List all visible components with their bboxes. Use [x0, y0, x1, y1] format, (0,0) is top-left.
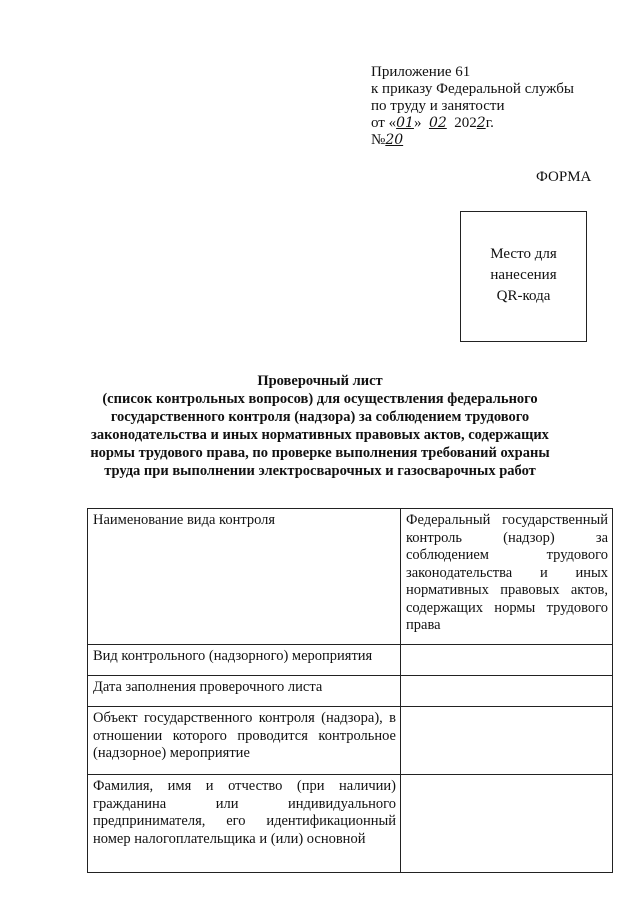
row-value	[401, 676, 613, 707]
date-mid: »	[413, 115, 422, 131]
checklist-info-table	[87, 508, 613, 873]
row-label: Наименование вида контроля	[88, 509, 401, 645]
qr-placeholder-line: Место для	[490, 246, 557, 262]
date-day: 01	[396, 115, 414, 131]
row-value	[401, 775, 613, 873]
row-value	[401, 645, 613, 676]
appendix-order-ref: к приказу Федеральной службы	[371, 81, 575, 97]
appendix-title: Приложение 61	[371, 64, 471, 80]
appendix-header	[371, 64, 574, 149]
title-line: (список контрольных вопросов) для осуществления федерального	[102, 391, 538, 407]
table-row	[88, 707, 613, 775]
qr-placeholder-text	[461, 244, 586, 307]
date-month: 02	[428, 115, 447, 131]
row-label: Вид контрольного (надзорного) мероприятия	[88, 645, 401, 676]
title-line: государственного контроля (надзора) за соблюдением трудового	[110, 409, 530, 425]
title-line: Проверочный лист	[257, 373, 383, 389]
title-line: труда при выполнении электросварочных и газосварочных работ	[104, 463, 536, 479]
table-row	[88, 509, 613, 645]
qr-placeholder-line: нанесения	[490, 267, 557, 283]
qr-code-placeholder	[460, 211, 587, 342]
date-suffix: г.	[485, 115, 494, 131]
table-row	[88, 645, 613, 676]
row-value: Федеральный государственный контроль (надзор) за соблюдением трудового законодательства и иных нормативных правовых актов, содержащих нормы трудового права	[401, 509, 613, 645]
qr-placeholder-line: QR-кода	[496, 288, 551, 304]
date-year-prefix: 202	[454, 115, 477, 131]
row-label: Дата заполнения проверочного листа	[88, 676, 401, 707]
table-row	[88, 775, 613, 873]
title-line: нормы трудового права, по проверке выполнения требований охраны	[90, 445, 550, 461]
appendix-agency: по труду и занятости	[371, 98, 505, 114]
date-year-digit: 2	[476, 115, 486, 131]
appendix-number	[371, 132, 574, 149]
number-prefix: №	[371, 132, 386, 148]
date-prefix: от «	[371, 115, 397, 131]
row-value	[401, 707, 613, 775]
document-title	[80, 372, 560, 480]
table-row	[88, 676, 613, 707]
row-label: Объект государственного контроля (надзора), в отношении которого проводится контрольное (надзорное) мероприятие	[88, 707, 401, 775]
appendix-date	[371, 115, 574, 132]
number-value: 20	[385, 132, 404, 148]
title-line: законодательства и иных нормативных правовых актов, содержащих	[91, 427, 549, 443]
row-label: Фамилия, имя и отчество (при наличии) гражданина или индивидуального предпринимателя, его идентификационный номер налогоплательщика и (или) основной	[88, 775, 401, 873]
form-label: ФОРМА	[536, 169, 592, 185]
